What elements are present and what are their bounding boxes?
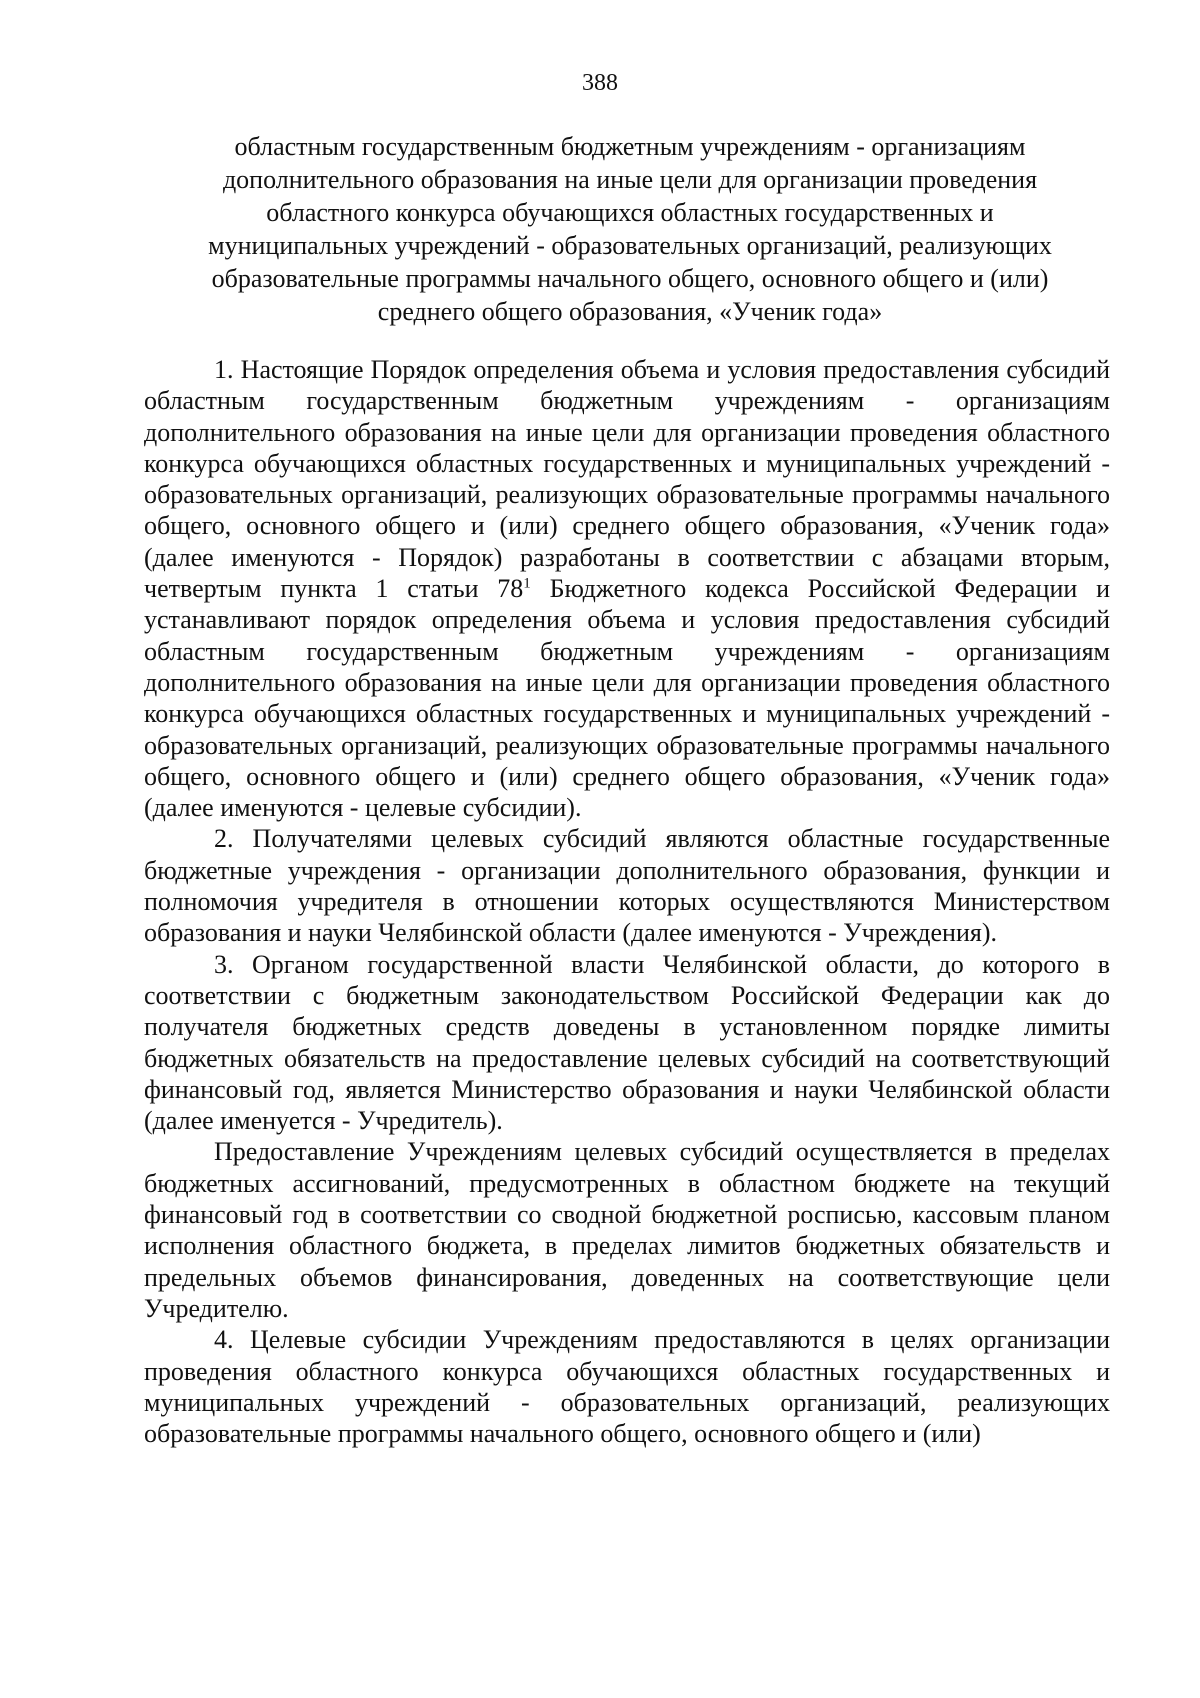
paragraph-1-text-continued: Бюджетного кодекса Российской Федерации и устанавливают порядок определения объема и условия предоставления субсидий областным государственным бюджетным учреждениям - организациям дополнительного образования на иные цели для организации проведения областного конкурса обучающихся областных государственных и муниципальных учреждений - образовательных организаций, реализующих образовательные программы начального общего, основного общего и (или) среднего общего образования, «Ученик года» (далее именуются - целевые субсидии).	[144, 574, 1110, 823]
paragraph-4: 4. Целевые субсидии Учреждениям предоставляются в целях организации проведения областного конкурса обучающихся областных государственных и муниципальных учреждений - образовательных организаций, реализующих образовательные программы начального общего, основного общего и (или)	[144, 1325, 1110, 1449]
heading-line: муниципальных учреждений - образовательных организаций, реализующих	[208, 231, 1052, 260]
heading-line: дополнительного образования на иные цели для организации проведения	[222, 165, 1038, 194]
paragraph-3-continued: Предоставление Учреждениям целевых субсидий осуществляется в пределах бюджетных ассигнований, предусмотренных в областном бюджете на текущий финансовый год в соответствии со сводной бюджетной росписью, кассовым планом исполнения областного бюджета, в пределах лимитов бюджетных обязательств и предельных объемов финансирования, доведенных на соответствующие цели Учредителю.	[144, 1137, 1110, 1323]
heading-line: образовательные программы начального общего, основного общего и (или)	[211, 264, 1049, 293]
heading-line: областным государственным бюджетным учреждениям - организациям	[234, 132, 1026, 161]
footnote-superscript: 1	[523, 575, 531, 592]
paragraph-2: 2. Получателями целевых субсидий являются областные государственные бюджетные учреждения - организации дополнительного образования, функции и полномочия учредителя в отношении которых осуществляются Министерством образования и науки Челябинской области (далее именуются - Учреждения).	[144, 824, 1110, 948]
document-body	[144, 354, 1110, 1449]
paragraph-1-text: 1. Настоящие Порядок определения объема и условия предоставления субсидий областным государственным бюджетным учреждениям - организациям дополнительного образования на иные цели для организации проведения областного конкурса обучающихся областных государственных и муниципальных учреждений - образовательных организаций, реализующих образовательные программы начального общего, основного общего и (или) среднего общего образования, «Ученик года» (далее именуются - Порядок) разработаны в соответствии с абзацами вторым, четвертым пункта 1 статьи 78	[144, 355, 1110, 604]
heading-line: областного конкурса обучающихся областных государственных и	[266, 198, 994, 227]
paragraph-3: 3. Органом государственной власти Челябинской области, до которого в соответствии с бюджетным законодательством Российской Федерации как до получателя бюджетных средств доведены в установленном порядке лимиты бюджетных обязательств на предоставление целевых субсидий на соответствующий финансовый год, является Министерство образования и науки Челябинской области (далее именуется - Учредитель).	[144, 949, 1110, 1136]
heading-line: среднего общего образования, «Ученик года»	[377, 297, 883, 326]
paragraph-1	[144, 354, 1110, 823]
page-number: 388	[582, 70, 618, 96]
document-heading	[160, 130, 1100, 328]
